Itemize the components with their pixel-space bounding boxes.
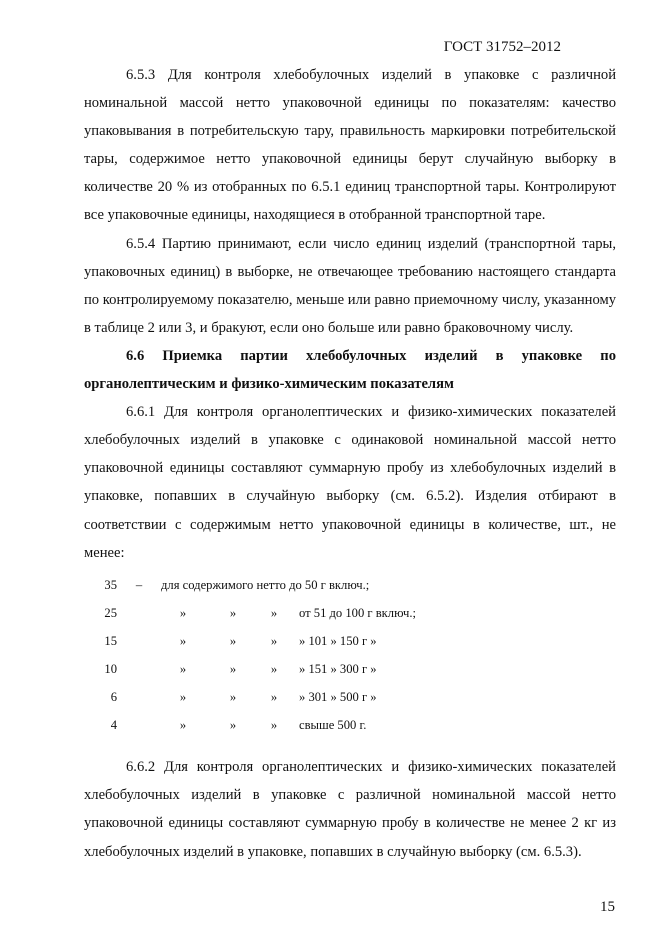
ditto-mark: » — [270, 718, 278, 733]
quantity-range: свыше 500 г. — [299, 718, 367, 733]
quantity-row — [84, 627, 416, 655]
ditto-mark: » — [179, 661, 187, 676]
document-body — [84, 61, 616, 866]
ditto-mark: » — [229, 690, 237, 705]
quantity-count: 6 — [110, 690, 117, 705]
ditto-mark: » — [270, 605, 278, 620]
standard-header: ГОСТ 31752–2012 — [443, 39, 561, 55]
ditto-mark: » — [179, 718, 187, 733]
quantity-range: » 101 » 150 г » — [299, 633, 377, 648]
ditto-mark: » — [270, 633, 278, 648]
quantity-table — [84, 571, 416, 740]
quantity-dash: – — [135, 577, 143, 592]
quantity-count: 25 — [104, 605, 117, 620]
quantity-range: » 151 » 300 г » — [299, 661, 377, 676]
ditto-mark: » — [270, 661, 278, 676]
quantity-row — [84, 655, 416, 683]
quantity-count: 4 — [110, 718, 117, 733]
quantity-row — [84, 571, 416, 599]
quantity-count: 10 — [104, 661, 117, 676]
quantity-row — [84, 599, 416, 627]
ditto-mark: » — [229, 661, 237, 676]
ditto-mark: » — [229, 633, 237, 648]
paragraph-6-5-4: 6.5.4 Партию принимают, если число единиц изделий (транспортной тары, упаковочных единиц) в выборке, не отвечающее требованию настоящего стандарта по контролируемому показателю, меньше или равно приемочному числу, указанному в таблице 2 или 3, и бракуют, если оно больше или равно браковочному числу. — [84, 235, 616, 336]
ditto-mark: » — [179, 690, 187, 705]
ditto-mark: » — [179, 605, 187, 620]
ditto-mark: » — [229, 605, 237, 620]
paragraph-6-6-1: 6.6.1 Для контроля органолептических и физико-химических показателей хлебобулочных изделий в упаковке с одинаковой номинальной массой нетто упаковочной единицы составляют суммарную пробу из хлебобулочных изделий в упаковке, попавших в случайную выборку (см. 6.5.2). Изделия отбирают в соответствии с содержимым нетто упаковочной единицы в количестве, шт., не менее: — [84, 404, 616, 561]
quantity-row — [84, 683, 416, 711]
quantity-count: 35 — [104, 577, 117, 592]
quantity-row — [84, 711, 416, 739]
ditto-mark: » — [179, 633, 187, 648]
paragraph-6-6-2: 6.6.2 Для контроля органолептических и физико-химических показателей хлебобулочных изделий в упаковке с различной номинальной массой нетто упаковочной единицы составляют суммарную пробу в количестве не менее 2 кг из хлебобулочных изделий в упаковке, попавших в случайную выборку (см. 6.5.3). — [84, 759, 616, 860]
quantity-count: 15 — [104, 633, 117, 648]
quantity-range: для содержимого нетто до 50 г включ.; — [161, 577, 370, 592]
paragraph-6-5-3: 6.5.3 Для контроля хлебобулочных изделий в упаковке с различной номинальной массой нетто упаковочной единицы по показателям: качество упаковывания в потребительскую тару, правильность маркировки потребительской тары, содержимое нетто упаковочной единицы берут случайную выборку в количестве 20 % из отобранных по 6.5.1 единиц транспортной тары. Контролируют все упаковочные единицы, находящиеся в отобранной транспортной таре. — [84, 67, 616, 224]
quantity-range: » 301 » 500 г » — [299, 690, 377, 705]
page-number: 15 — [600, 899, 615, 915]
section-heading-6-6: 6.6 Приемка партии хлебобулочных изделий в упаковке по органолептическим и физико-химическим показателям — [84, 347, 616, 393]
ditto-mark: » — [229, 718, 237, 733]
quantity-range: от 51 до 100 г включ.; — [299, 605, 416, 620]
ditto-mark: » — [270, 690, 278, 705]
